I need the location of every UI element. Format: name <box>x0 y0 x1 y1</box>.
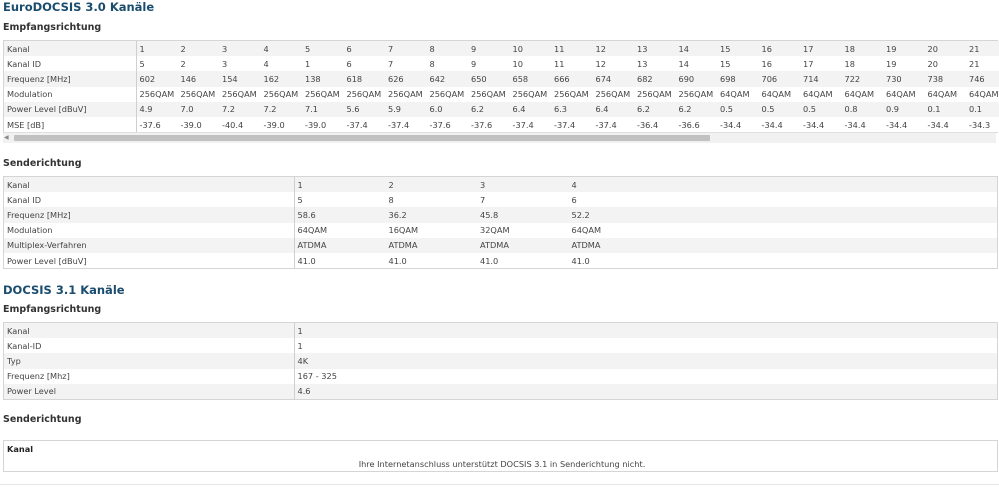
table-cell: -34.4 <box>759 117 801 132</box>
table-filler-cell <box>414 384 997 399</box>
table-cell: 642 <box>427 71 469 86</box>
table-cell: 41.0 <box>569 253 661 268</box>
table-cell: 18 <box>842 56 884 71</box>
table-filler-cell <box>660 238 997 253</box>
table-cell: 19 <box>883 41 925 56</box>
table-cell: 17 <box>800 41 842 56</box>
table-cell: ATDMA <box>569 238 661 253</box>
table-cell: 682 <box>634 71 676 86</box>
table-cell: 20 <box>925 56 967 71</box>
table-cell: 16QAM <box>386 223 478 238</box>
row-label: Multiplex-Verfahren <box>4 238 294 253</box>
table-filler-cell <box>660 253 997 268</box>
table-cell: 15 <box>717 56 759 71</box>
table-cell: 3 <box>219 41 261 56</box>
table-cell: -37.4 <box>510 117 552 132</box>
row-label: Frequenz [MHz] <box>4 207 294 222</box>
table-cell: 36.2 <box>386 207 478 222</box>
table-cell: 58.6 <box>294 207 386 222</box>
table-filler-cell <box>414 353 997 368</box>
table-cell: 7.1 <box>302 102 344 117</box>
horizontal-scrollbar[interactable] <box>3 132 996 143</box>
scroll-left-arrow-icon[interactable]: ◀ <box>4 134 9 141</box>
table-cell: 162 <box>261 71 303 86</box>
table-cell: 16 <box>759 41 801 56</box>
table-row <box>4 253 997 268</box>
table-cell: -37.6 <box>136 117 178 132</box>
table-cell: 3 <box>477 177 569 192</box>
euro-down-table <box>4 41 999 132</box>
docsis31-down-title: Empfangsrichtung <box>3 304 102 315</box>
table-cell: 602 <box>136 71 178 86</box>
table-cell: 256QAM <box>178 87 220 102</box>
table-cell: 64QAM <box>925 87 967 102</box>
table-row <box>4 238 997 253</box>
table-cell: 2 <box>178 41 220 56</box>
table-cell: ATDMA <box>294 238 386 253</box>
table-row <box>4 177 997 192</box>
table-row <box>4 384 997 399</box>
table-cell: 0.5 <box>800 102 842 117</box>
table-cell: 8 <box>386 192 478 207</box>
table-row <box>4 41 999 56</box>
table-cell: 650 <box>468 71 510 86</box>
table-cell: 6.0 <box>427 102 469 117</box>
row-label: Modulation <box>4 223 294 238</box>
table-cell: 8 <box>427 56 469 71</box>
table-cell: 7 <box>385 56 427 71</box>
table-cell: -37.6 <box>427 117 469 132</box>
row-label: Modulation <box>4 87 136 102</box>
table-cell: -37.4 <box>551 117 593 132</box>
euro-up-title: Senderichtung <box>3 158 82 169</box>
table-cell: 1 <box>302 56 344 71</box>
table-cell: 256QAM <box>634 87 676 102</box>
table-filler-cell <box>660 177 997 192</box>
table-cell: 4 <box>569 177 661 192</box>
table-cell: 138 <box>302 71 344 86</box>
table-filler-cell <box>414 323 997 338</box>
table-cell: 52.2 <box>569 207 661 222</box>
table-cell: 256QAM <box>676 87 718 102</box>
table-cell: -40.4 <box>219 117 261 132</box>
table-cell: 6.2 <box>676 102 718 117</box>
table-cell: 41.0 <box>477 253 569 268</box>
table-cell: 0.9 <box>883 102 925 117</box>
table-cell: 45.8 <box>477 207 569 222</box>
table-cell: 14 <box>676 41 718 56</box>
table-cell: 0.5 <box>759 102 801 117</box>
table-cell: -34.4 <box>925 117 967 132</box>
table-cell: 64QAM <box>294 223 386 238</box>
row-label: MSE [dB] <box>4 117 136 132</box>
table-cell: -39.0 <box>261 117 303 132</box>
table-cell: ATDMA <box>477 238 569 253</box>
table-cell: -39.0 <box>178 117 220 132</box>
table-cell: 256QAM <box>551 87 593 102</box>
euro-down-title: Empfangsrichtung <box>3 22 102 33</box>
table-cell: 167 - 325 <box>294 369 414 384</box>
table-row <box>4 441 997 456</box>
table-cell: 6 <box>344 56 386 71</box>
table-filler-cell <box>660 192 997 207</box>
table-cell: 6.4 <box>593 102 635 117</box>
table-cell: 4.9 <box>136 102 178 117</box>
docsis31-title: DOCSIS 3.1 Kanäle <box>3 283 125 297</box>
docsis31-up-table-box <box>3 440 998 472</box>
no-support-message: Ihre Internetanschluss unterstützt DOCSIS 3.1 in Senderichtung nicht. <box>4 456 997 471</box>
table-cell: 1 <box>294 338 414 353</box>
table-cell: 10 <box>510 56 552 71</box>
table-cell: 154 <box>219 71 261 86</box>
table-cell: -39.0 <box>302 117 344 132</box>
row-label: Power Level [dBuV] <box>4 102 136 117</box>
table-cell: 0.1 <box>966 102 999 117</box>
table-cell: -36.6 <box>676 117 718 132</box>
table-cell: 256QAM <box>510 87 552 102</box>
row-label: Kanal <box>4 177 294 192</box>
table-cell: -37.4 <box>344 117 386 132</box>
table-cell: 690 <box>676 71 718 86</box>
row-label: Frequenz [MHz] <box>4 71 136 86</box>
table-cell: 18 <box>842 41 884 56</box>
table-cell: 722 <box>842 71 884 86</box>
table-cell: 256QAM <box>385 87 427 102</box>
table-header-cell: Kanal <box>4 441 997 456</box>
table-cell: 5 <box>136 56 178 71</box>
euro-up-table <box>4 177 997 268</box>
table-cell: 6 <box>569 192 661 207</box>
table-cell: 1 <box>294 323 414 338</box>
row-label: Kanal <box>4 41 136 56</box>
table-cell: 12 <box>593 56 635 71</box>
table-row <box>4 323 997 338</box>
table-cell: 4 <box>261 41 303 56</box>
row-label: Power Level [dBuV] <box>4 253 294 268</box>
table-cell: ATDMA <box>386 238 478 253</box>
table-cell: -34.4 <box>842 117 884 132</box>
row-label: Kanal <box>4 323 294 338</box>
table-cell: 41.0 <box>386 253 478 268</box>
table-cell: -34.3 <box>966 117 999 132</box>
table-cell: 256QAM <box>427 87 469 102</box>
table-cell: 256QAM <box>468 87 510 102</box>
table-row <box>4 456 997 471</box>
table-cell: 64QAM <box>842 87 884 102</box>
table-cell: 13 <box>634 56 676 71</box>
table-cell: 7.2 <box>261 102 303 117</box>
bottom-divider <box>0 484 999 485</box>
euro-docsis-title: EuroDOCSIS 3.0 Kanäle <box>3 0 155 14</box>
table-cell: 6.3 <box>551 102 593 117</box>
table-cell: 256QAM <box>261 87 303 102</box>
table-cell: 5.9 <box>385 102 427 117</box>
table-cell: 5 <box>294 192 386 207</box>
table-cell: 7 <box>477 192 569 207</box>
docsis31-down-table <box>4 323 997 399</box>
table-row <box>4 207 997 222</box>
table-cell: 3 <box>219 56 261 71</box>
table-cell: 146 <box>178 71 220 86</box>
table-row <box>4 102 999 117</box>
table-cell: 658 <box>510 71 552 86</box>
table-cell: 7 <box>385 41 427 56</box>
euro-down-table-box <box>3 40 998 133</box>
docsis31-up-title: Senderichtung <box>3 414 82 425</box>
table-cell: 6.2 <box>634 102 676 117</box>
table-cell: 64QAM <box>800 87 842 102</box>
table-cell: 0.5 <box>717 102 759 117</box>
table-cell: 256QAM <box>136 87 178 102</box>
table-cell: -36.4 <box>634 117 676 132</box>
table-cell: 14 <box>676 56 718 71</box>
table-row <box>4 192 997 207</box>
table-cell: 7.2 <box>219 102 261 117</box>
table-cell: 32QAM <box>477 223 569 238</box>
table-cell: 8 <box>427 41 469 56</box>
docsis31-down-table-box <box>3 322 998 400</box>
table-cell: 746 <box>966 71 999 86</box>
table-cell: 666 <box>551 71 593 86</box>
table-cell: 41.0 <box>294 253 386 268</box>
table-cell: 256QAM <box>302 87 344 102</box>
table-cell: 4K <box>294 353 414 368</box>
table-cell: 256QAM <box>219 87 261 102</box>
table-cell: 64QAM <box>569 223 661 238</box>
table-cell: 15 <box>717 41 759 56</box>
table-cell: 1 <box>136 41 178 56</box>
table-cell: 11 <box>551 41 593 56</box>
row-label: Power Level <box>4 384 294 399</box>
table-cell: 9 <box>468 56 510 71</box>
table-cell: 16 <box>759 56 801 71</box>
table-cell: 11 <box>551 56 593 71</box>
table-row <box>4 117 999 132</box>
table-cell: 64QAM <box>759 87 801 102</box>
table-cell: 10 <box>510 41 552 56</box>
table-cell: 13 <box>634 41 676 56</box>
table-cell: 2 <box>178 56 220 71</box>
table-filler-cell <box>414 338 997 353</box>
table-cell: -37.6 <box>468 117 510 132</box>
table-row <box>4 56 999 71</box>
row-label: Frequenz [Mhz] <box>4 369 294 384</box>
table-cell: -34.4 <box>800 117 842 132</box>
row-label: Kanal ID <box>4 192 294 207</box>
row-label: Kanal-ID <box>4 338 294 353</box>
table-cell: 5 <box>302 41 344 56</box>
table-filler-cell <box>660 207 997 222</box>
table-cell: 7.0 <box>178 102 220 117</box>
table-cell: 0.1 <box>925 102 967 117</box>
table-cell: -34.4 <box>717 117 759 132</box>
table-cell: 19 <box>883 56 925 71</box>
row-label: Typ <box>4 353 294 368</box>
table-filler-cell <box>414 369 997 384</box>
table-cell: 64QAM <box>883 87 925 102</box>
table-cell: -37.4 <box>593 117 635 132</box>
table-cell: 20 <box>925 41 967 56</box>
row-label: Kanal ID <box>4 56 136 71</box>
table-cell: 714 <box>800 71 842 86</box>
table-row <box>4 87 999 102</box>
table-row <box>4 223 997 238</box>
table-cell: 626 <box>385 71 427 86</box>
table-cell: 5.6 <box>344 102 386 117</box>
table-cell: -34.4 <box>883 117 925 132</box>
table-cell: 256QAM <box>593 87 635 102</box>
table-cell: 64QAM <box>717 87 759 102</box>
table-cell: 1 <box>294 177 386 192</box>
scrollbar-thumb[interactable] <box>14 135 710 141</box>
docsis31-up-table <box>4 441 997 471</box>
table-cell: 730 <box>883 71 925 86</box>
table-cell: 21 <box>966 41 999 56</box>
table-cell: 0.8 <box>842 102 884 117</box>
table-row <box>4 71 999 86</box>
table-cell: 21 <box>966 56 999 71</box>
table-cell: 4.6 <box>294 384 414 399</box>
table-cell: 12 <box>593 41 635 56</box>
table-row <box>4 353 997 368</box>
table-row <box>4 369 997 384</box>
table-filler-cell <box>660 223 997 238</box>
table-cell: -37.4 <box>385 117 427 132</box>
table-cell: 698 <box>717 71 759 86</box>
table-cell: 9 <box>468 41 510 56</box>
table-cell: 17 <box>800 56 842 71</box>
table-cell: 6 <box>344 41 386 56</box>
table-cell: 256QAM <box>344 87 386 102</box>
table-cell: 6.2 <box>468 102 510 117</box>
table-row <box>4 338 997 353</box>
euro-up-table-box <box>3 176 998 269</box>
table-cell: 738 <box>925 71 967 86</box>
table-cell: 674 <box>593 71 635 86</box>
table-cell: 2 <box>386 177 478 192</box>
table-cell: 64QAM <box>966 87 999 102</box>
table-cell: 618 <box>344 71 386 86</box>
table-cell: 706 <box>759 71 801 86</box>
table-cell: 4 <box>261 56 303 71</box>
table-cell: 6.4 <box>510 102 552 117</box>
